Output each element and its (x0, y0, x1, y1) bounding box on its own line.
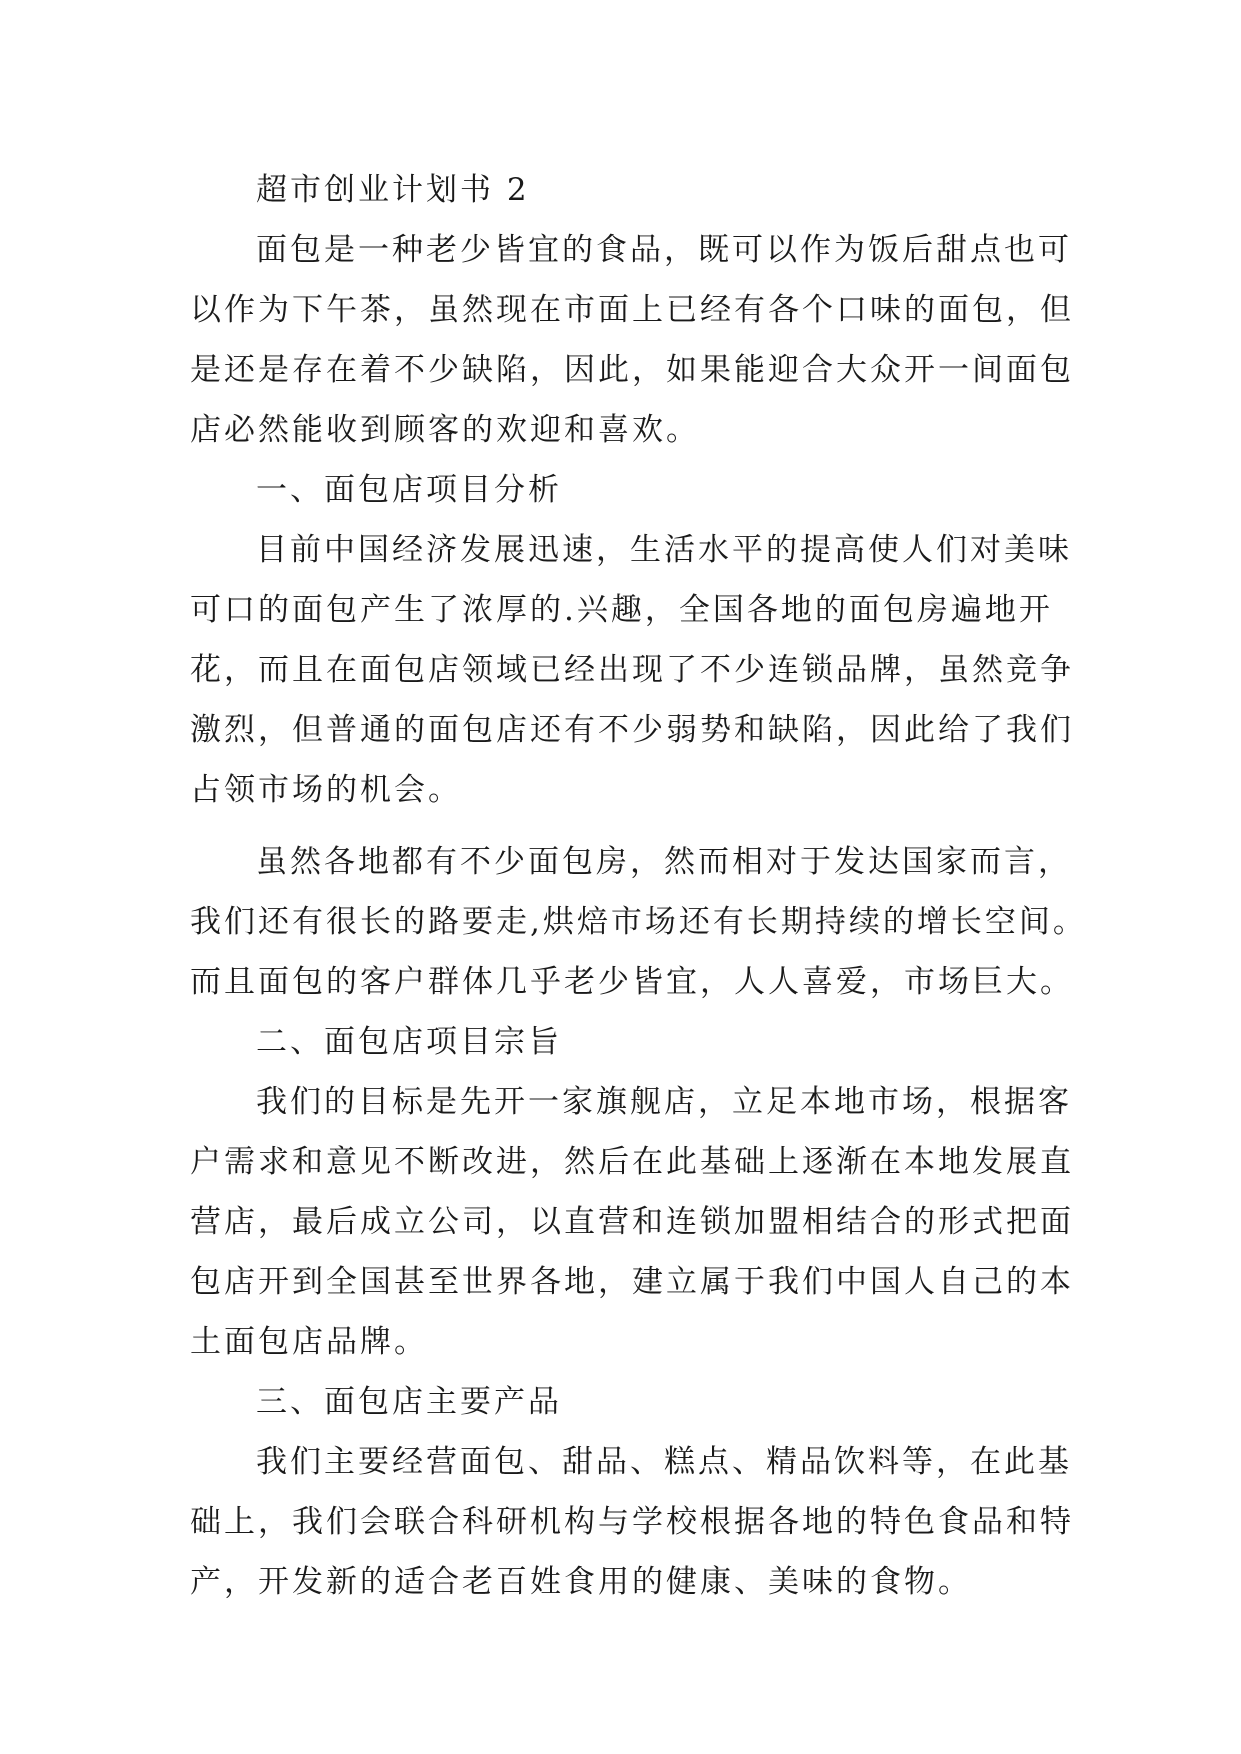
paragraph-line: 可口的面包产生了浓厚的.兴趣，全国各地的面包房遍地开 (190, 592, 1053, 628)
paragraph-analysis-1 (190, 520, 1074, 820)
paragraph-line: 础上，我们会联合科研机构与学校根据各地的特色食品和特 (190, 1504, 1074, 1540)
paragraph-line: 激烈，但普通的面包店还有不少弱势和缺陷，因此给了我们 (190, 712, 1074, 748)
paragraph-line: 店必然能收到顾客的欢迎和喜欢。 (190, 412, 700, 448)
paragraph-line: 产，开发新的适合老百姓食用的健康、美味的食物。 (190, 1564, 972, 1600)
paragraph-line: 户需求和意见不断改进，然后在此基础上逐渐在本地发展直 (190, 1144, 1074, 1180)
paragraph-line: 土面包店品牌。 (190, 1324, 428, 1360)
section-heading-2: 二、面包店项目宗旨 (256, 1024, 562, 1060)
paragraph-line: 以作为下午茶，虽然现在市面上已经有各个口味的面包，但 (190, 292, 1074, 328)
paragraph-line: 虽然各地都有不少面包房，然而相对于发达国家而言， (256, 844, 1072, 880)
section-heading-1: 一、面包店项目分析 (256, 472, 562, 508)
paragraph-line: 营店，最后成立公司，以直营和连锁加盟相结合的形式把面 (190, 1204, 1074, 1240)
paragraph-line: 是还是存在着不少缺陷，因此，如果能迎合大众开一间面包 (190, 352, 1074, 388)
paragraph-line: 目前中国经济发展迅速，生活水平的提高使人们对美味 (256, 532, 1072, 568)
document-body (190, 160, 1087, 1612)
paragraph-intro (190, 220, 1074, 460)
paragraph-line: 而且面包的客户群体几乎老少皆宜，人人喜爱，市场巨大。 (190, 964, 1074, 1000)
paragraph-line: 我们还有很长的路要走,烘焙市场还有长期持续的增长空间。 (190, 904, 1087, 940)
paragraph-line: 包店开到全国甚至世界各地，建立属于我们中国人自己的本 (190, 1264, 1074, 1300)
paragraph-line: 占领市场的机会。 (190, 772, 462, 808)
paragraph-line: 面包是一种老少皆宜的食品，既可以作为饭后甜点也可 (256, 232, 1072, 268)
paragraph-products (190, 1432, 1074, 1612)
paragraph-mission (190, 1072, 1074, 1372)
paragraph-line: 我们主要经营面包、甜品、糕点、精品饮料等，在此基 (256, 1444, 1072, 1480)
paragraph-analysis-2 (190, 832, 1087, 1012)
paragraph-line: 我们的目标是先开一家旗舰店，立足本地市场，根据客 (256, 1084, 1072, 1120)
section-heading-3: 三、面包店主要产品 (256, 1384, 562, 1420)
document-title: 超市创业计划书 2 (256, 172, 530, 208)
paragraph-line: 花，而且在面包店领域已经出现了不少连锁品牌，虽然竞争 (190, 652, 1074, 688)
